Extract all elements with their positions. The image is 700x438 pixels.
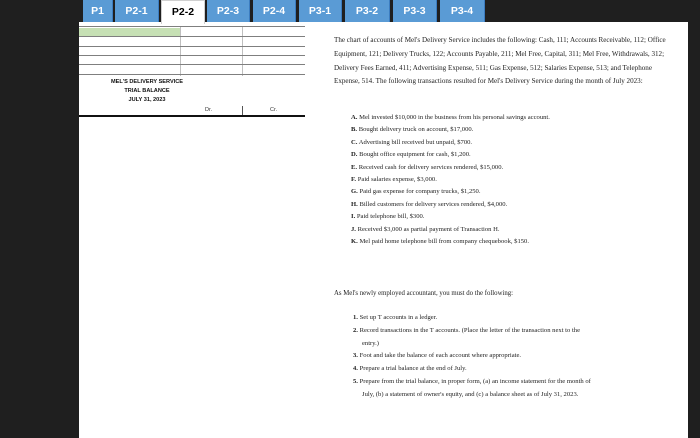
tab-p3-3[interactable]: P3-3 bbox=[393, 0, 437, 22]
transaction-text: Advertising bill received but unpaid, $700. bbox=[358, 138, 473, 146]
transaction-letter: H. bbox=[351, 200, 358, 208]
list-item bbox=[351, 224, 671, 236]
grid-line bbox=[79, 64, 305, 65]
transaction-letter: J. bbox=[351, 225, 356, 233]
transaction-text: Billed customers for delivery services rendered, $4,000. bbox=[359, 200, 508, 208]
sheet-tab-bar bbox=[79, 0, 688, 22]
task-number: 2. bbox=[353, 326, 358, 334]
transaction-text: Received cash for delivery services rendered, $15,000. bbox=[358, 163, 504, 171]
credit-header: Cr. bbox=[270, 107, 278, 113]
task-text: Record transactions in the T accounts. (Place the letter of the transaction next to the bbox=[359, 326, 581, 334]
trial-balance-title: TRIAL BALANCE bbox=[124, 88, 170, 94]
trial-balance-date: JULY 31, 2023 bbox=[128, 97, 166, 103]
company-name: MEL'S DELIVERY SERVICE bbox=[110, 79, 184, 85]
grid-line bbox=[79, 74, 305, 75]
task-number: 3. bbox=[353, 352, 358, 360]
sheet-bottom-border bbox=[79, 115, 305, 117]
list-item bbox=[351, 186, 671, 198]
transaction-text: Mel paid home telephone bill from company chequebook, $150. bbox=[359, 237, 530, 245]
list-item bbox=[351, 211, 671, 223]
tab-p3-4[interactable]: P3-4 bbox=[440, 0, 485, 22]
column-divider bbox=[242, 26, 243, 76]
tab-p3-1[interactable]: P3-1 bbox=[299, 0, 342, 22]
transaction-letter: A. bbox=[351, 114, 358, 121]
transaction-letter: G. bbox=[351, 188, 358, 196]
task-number: 4. bbox=[353, 365, 358, 373]
instructions-heading: As Mel's newly employed accountant, you must do the following: bbox=[334, 290, 514, 297]
tab-p1[interactable]: P1 bbox=[83, 0, 113, 22]
grid-line bbox=[79, 36, 305, 37]
grid-line bbox=[79, 26, 305, 27]
task-text: Prepare from the trial balance, in proper form, (a) an income statement for the month of bbox=[359, 377, 591, 385]
transaction-letter: I. bbox=[351, 213, 356, 221]
transaction-letter: C. bbox=[351, 138, 358, 146]
list-item bbox=[353, 325, 673, 351]
list-item bbox=[351, 112, 671, 124]
list-item bbox=[351, 137, 671, 149]
transaction-letter: E. bbox=[351, 163, 358, 171]
list-item bbox=[351, 124, 671, 136]
list-item bbox=[351, 149, 671, 161]
intro-paragraph: The chart of accounts of Mel's Delivery Service includes the following: Cash, 111; Accounts Receivable, 112; Office Equipment, 121; Delivery Trucks, 122; Accounts Payable, 211; Mel Free, Capital, 311; Mel Free, Withdrawals, 312; Delivery Fees Earned, 411; Advertising Expense, 511; Gas Expense, 512; Salaries Expense, 513; and Telephone Expense, 514. The following transactions resulted for Mel's Delivery Service during the month of July 2023: bbox=[334, 36, 666, 86]
problem-text bbox=[334, 34, 674, 89]
column-divider bbox=[180, 26, 181, 76]
tab-p2-4[interactable]: P2-4 bbox=[253, 0, 296, 22]
list-item bbox=[351, 162, 671, 174]
grid-line bbox=[79, 55, 305, 56]
column-divider bbox=[242, 106, 243, 115]
grid-line bbox=[79, 46, 305, 47]
left-margin bbox=[0, 0, 79, 438]
transaction-list bbox=[351, 112, 671, 248]
highlighted-cell[interactable] bbox=[79, 28, 180, 36]
task-text-continued: entry.) bbox=[362, 339, 379, 347]
task-text-continued: July, (b) a statement of owner's equity, and (c) a balance sheet as of July 31, 2023. bbox=[362, 390, 579, 398]
transaction-letter: B. bbox=[351, 126, 358, 134]
task-number: 1. bbox=[353, 314, 358, 321]
list-item bbox=[353, 363, 673, 376]
transaction-text: Paid gas expense for company trucks, $1,250. bbox=[359, 188, 481, 196]
tab-p2-1[interactable]: P2-1 bbox=[115, 0, 159, 22]
tab-p2-2[interactable]: P2-2 bbox=[161, 0, 205, 24]
transaction-letter: F. bbox=[351, 175, 357, 183]
tab-p2-3[interactable]: P2-3 bbox=[207, 0, 250, 22]
list-item bbox=[351, 174, 671, 186]
list-item bbox=[353, 376, 673, 402]
list-item bbox=[351, 199, 671, 211]
list-item bbox=[353, 312, 673, 325]
task-number: 5. bbox=[353, 377, 358, 385]
task-text: Set up T accounts in a ledger. bbox=[359, 314, 438, 321]
task-text: Prepare a trial balance at the end of July. bbox=[359, 365, 467, 373]
transaction-text: Bought office equipment for cash, $1,200. bbox=[359, 151, 471, 159]
transaction-letter: K. bbox=[351, 237, 358, 245]
list-item bbox=[351, 236, 671, 248]
task-list bbox=[353, 312, 673, 402]
transaction-text: Mel invested $10,000 in the business from his personal savings account. bbox=[359, 114, 550, 121]
transaction-text: Received $3,000 as partial payment of Transaction H. bbox=[357, 225, 500, 233]
transaction-text: Bought delivery truck on account, $17,000. bbox=[358, 126, 474, 134]
task-text: Foot and take the balance of each account where appropriate. bbox=[359, 352, 522, 360]
trial-balance-sheet bbox=[79, 22, 305, 118]
transaction-text: Paid telephone bill, $300. bbox=[356, 213, 425, 221]
debit-header: Dr. bbox=[205, 107, 213, 113]
list-item bbox=[353, 350, 673, 363]
transaction-text: Paid salaries expense, $3,000. bbox=[357, 175, 437, 183]
tab-p3-2[interactable]: P3-2 bbox=[345, 0, 390, 22]
right-margin bbox=[688, 0, 700, 438]
transaction-letter: D. bbox=[351, 151, 358, 159]
